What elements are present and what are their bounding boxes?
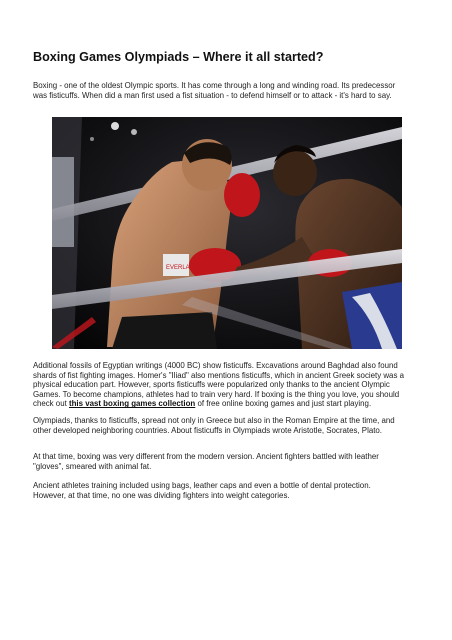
boxing-match-image [52,117,402,349]
paragraph-history [33,361,405,409]
document-page [33,50,405,500]
paragraph-training: Ancient athletes training included using bags, leather caps and even a bottle of dental protection. However, at that time, no one was dividing fighters into weight categories. [33,481,371,500]
boxing-photo [52,117,402,349]
article-title: Boxing Games Olympiads – Where it all started? [33,50,324,64]
paragraph-history-text: Additional fossils of Egyptian writings (4000 BC) show fisticuffs. Excavations around Baghdad also found shards of fist fighting images. Homer's "Iliad" also mentions fisticuffs, which in ancient Greek society was a physical education part. However, sports fisticuffs were popularized only thanks to the ancient Olympic Games. To become champions, athletes had to train very hard. If boxing is the thing you love, you should check out [33,361,404,409]
intro-paragraph: Boxing - one of the oldest Olympic sports. It has come through a long and winding road. Its predecessor was fisticuffs. When did a man first used a fist situation - to defend himself or to attack - it's hard to say. [33,81,396,100]
boxing-games-link[interactable]: this vast boxing games collection [68,399,196,409]
paragraph-history-text-end: of free online boxing games and just start playing. [195,399,372,409]
paragraph-olympiads: Olympiads, thanks to fisticuffs, spread not only in Greece but also in the Roman Empire at the time, and other developed neighboring countries. About fisticuffs in Olympiads wrote Aristotle, Socrates, Plato. [33,416,395,435]
paragraph-ancient-boxing: At that time, boxing was very different from the modern version. Ancient fighters battled with leather "gloves", smeared with animal fat. [33,452,379,471]
glove-logo: EVERLAST [166,265,198,271]
